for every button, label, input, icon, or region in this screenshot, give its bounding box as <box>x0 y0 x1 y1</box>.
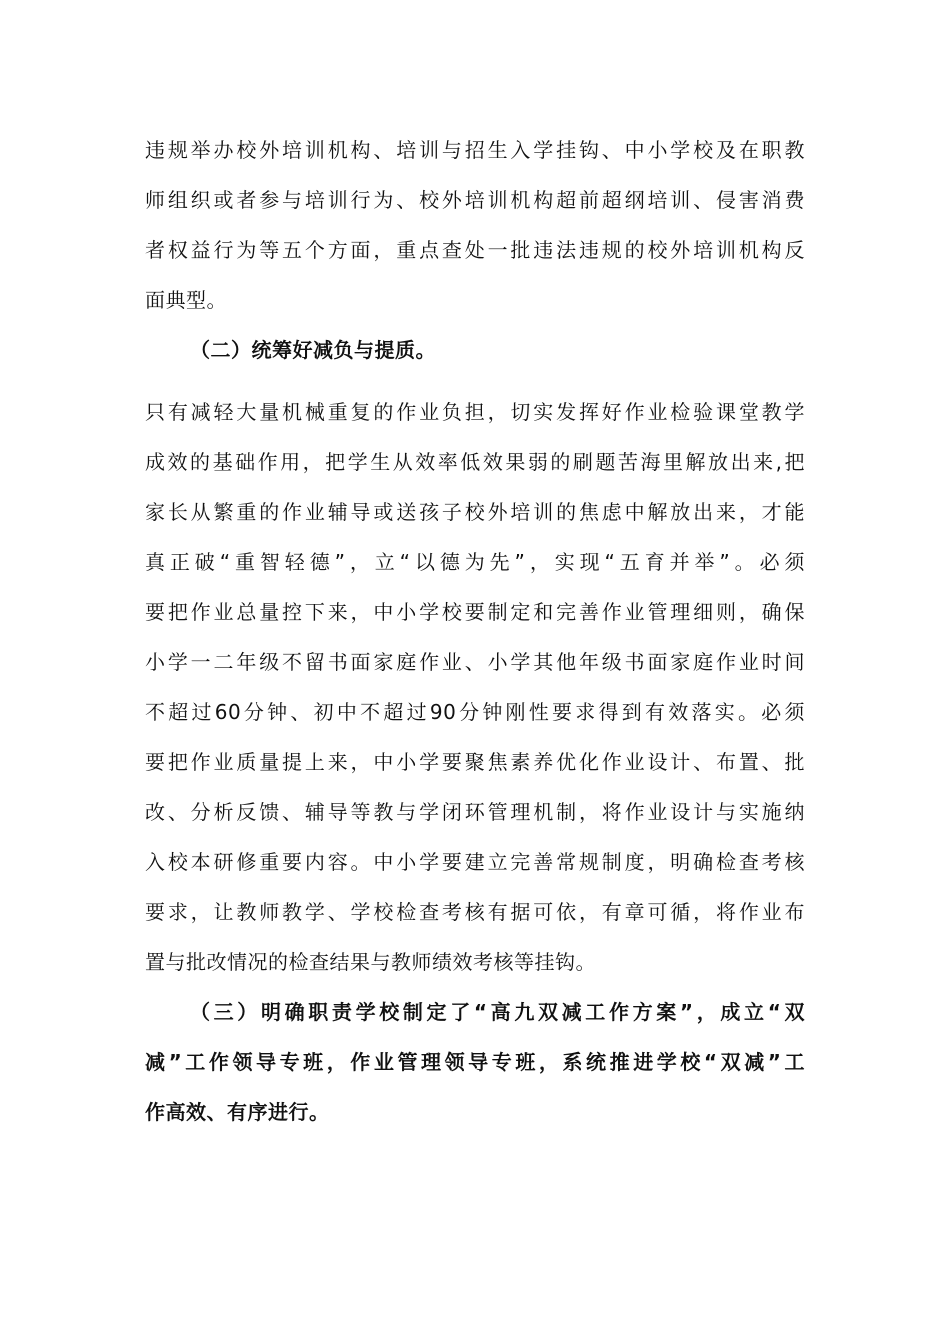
paragraph-line: 只有减轻大量机械重复的作业负担，切实发挥好作业检验课堂教学 <box>145 400 805 424</box>
section-heading-line: 减”工作领导专班，作业管理领导专班，系统推进学校“双减”工 <box>145 1050 805 1074</box>
paragraph-line: 违规举办校外培训机构、培训与招生入学挂钩、中小学校及在职教 <box>145 138 805 162</box>
paragraph-line: 不超过60分钟、初中不超过90分钟刚性要求得到有效落实。必须 <box>145 700 805 724</box>
paragraph-line: 者权益行为等五个方面，重点查处一批违法违规的校外培训机构反 <box>145 238 805 262</box>
section-heading: （二）统筹好减负与提质。 <box>190 338 436 362</box>
paragraph-line: 面典型。 <box>145 288 227 312</box>
paragraph-line: 成效的基础作用，把学生从效率低效果弱的刷题苦海里解放出来,把 <box>145 450 805 474</box>
paragraph-line: 小学一二年级不留书面家庭作业、小学其他年级书面家庭作业时间 <box>145 650 805 674</box>
paragraph-line: 真正破“重智轻德”，立“以德为先”，实现“五育并举”。必须 <box>145 550 805 574</box>
paragraph-line: 入校本研修重要内容。中小学要建立完善常规制度，明确检查考核 <box>145 850 805 874</box>
paragraph-line: 要把作业质量提上来，中小学要聚焦素养优化作业设计、布置、批 <box>145 750 805 774</box>
paragraph-line: 要把作业总量控下来，中小学校要制定和完善作业管理细则，确保 <box>145 600 805 624</box>
paragraph-line: 改、分析反馈、辅导等教与学闭环管理机制，将作业设计与实施纳 <box>145 800 805 824</box>
paragraph-line: 置与批改情况的检查结果与教师绩效考核等挂钩。 <box>145 950 596 974</box>
paragraph-line: 要求，让教师教学、学校检查考核有据可依，有章可循，将作业布 <box>145 900 805 924</box>
section-heading-line: （三）明确职责学校制定了“高九双减工作方案”，成立“双 <box>190 1000 805 1024</box>
paragraph-line: 师组织或者参与培训行为、校外培训机构超前超纲培训、侵害消费 <box>145 188 805 212</box>
section-heading-line: 作高效、有序进行。 <box>145 1100 330 1124</box>
paragraph-line: 家长从繁重的作业辅导或送孩子校外培训的焦虑中解放出来，才能 <box>145 500 805 524</box>
